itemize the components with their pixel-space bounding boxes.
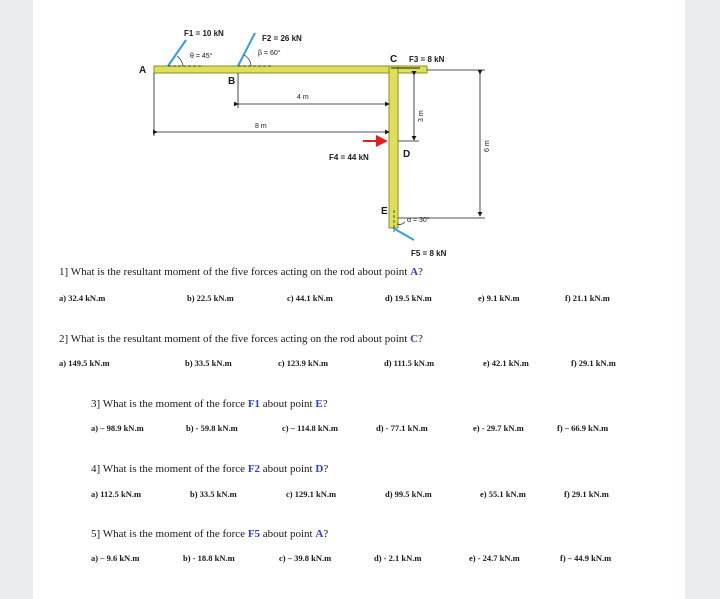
q5-option-d[interactable]: d) - 2.1 kN.m: [374, 553, 422, 563]
question-1-point: A: [410, 266, 419, 278]
q4-option-c[interactable]: c) 129.1 kN.m: [286, 489, 337, 499]
q1-option-d[interactable]: d) 19.5 kN.m: [385, 293, 432, 303]
question-3-force: F1: [247, 398, 261, 410]
question-4-force: F2: [247, 463, 261, 475]
f3-label: F3 = 8 kN: [409, 55, 445, 64]
theta-label: θ = 45°: [190, 53, 213, 60]
question-4-point: D: [315, 463, 324, 475]
question-3: [91, 398, 328, 410]
q4-option-e[interactable]: e) 55.1 kN.m: [480, 489, 526, 499]
point-b-label: B: [228, 76, 236, 87]
rod-diagram: [33, 0, 685, 260]
question-5-suffix: ?: [323, 528, 329, 540]
point-a-label: A: [139, 65, 147, 76]
question-5: [91, 528, 328, 540]
q2-option-c[interactable]: c) 123.9 kN.m: [278, 358, 329, 368]
vertical-rod: [389, 66, 398, 228]
f1-arrow: [168, 40, 186, 66]
q2-option-b[interactable]: b) 33.5 kN.m: [185, 358, 232, 368]
question-2: [59, 333, 423, 345]
horizontal-rod: [154, 66, 427, 73]
question-5-force: F5: [247, 528, 261, 540]
q1-option-a[interactable]: a) 32.4 kN.m: [59, 293, 106, 303]
point-e-label: E: [381, 206, 388, 217]
question-1-text: 1] What is the resultant moment of the five forces acting on the rod about point: [59, 266, 411, 278]
q3-option-c[interactable]: c) – 114.8 kN.m: [282, 423, 338, 433]
beta-label: β = 60°: [258, 50, 281, 57]
question-3-text: 3] What is the moment of the force: [91, 398, 248, 410]
document-page: [33, 0, 685, 599]
f2-label: F2 = 26 kN: [262, 34, 302, 43]
q4-option-d[interactable]: d) 99.5 kN.m: [385, 489, 432, 499]
dim-8m-label: 8 m: [255, 123, 267, 130]
question-5-mid: about point: [260, 528, 316, 540]
question-2-point: C: [410, 333, 419, 345]
question-1-suffix: ?: [418, 266, 423, 278]
question-4-text: 4] What is the moment of the force: [91, 463, 248, 475]
f2-angle-arc: [244, 55, 251, 66]
f5-label: F5 = 8 kN: [411, 249, 447, 258]
question-3-mid: about point: [260, 398, 316, 410]
q5-option-a[interactable]: a) – 9.6 kN.m: [91, 553, 140, 563]
q3-option-b[interactable]: b) - 59.8 kN.m: [186, 423, 238, 433]
q5-option-c[interactable]: c) – 39.8 kN.m: [279, 553, 332, 563]
question-4: [91, 463, 328, 475]
dim-6m-label: 6 m: [484, 140, 491, 152]
question-2-suffix: ?: [418, 333, 423, 345]
q4-option-b[interactable]: b) 33.5 kN.m: [190, 489, 237, 499]
q3-option-e[interactable]: e) - 29.7 kN.m: [473, 423, 524, 433]
f1-angle-arc: [177, 56, 183, 66]
question-3-suffix: ?: [322, 398, 328, 410]
q5-option-f[interactable]: f) – 44.9 kN.m: [560, 553, 612, 563]
question-4-suffix: ?: [323, 463, 329, 475]
q2-option-a[interactable]: a) 149.5 kN.m: [59, 358, 110, 368]
q5-option-e[interactable]: e) - 24.7 kN.m: [469, 553, 520, 563]
question-2-text: 2] What is the resultant moment of the five forces acting on the rod about point: [59, 333, 411, 345]
q3-option-f[interactable]: f) – 66.9 kN.m: [557, 423, 609, 433]
dim-4m-label: 4 m: [297, 94, 309, 101]
question-5-point: A: [315, 528, 324, 540]
q2-option-d[interactable]: d) 111.5 kN.m: [384, 358, 435, 368]
f5-arrow: [393, 228, 414, 240]
point-d-label: D: [403, 149, 411, 160]
q2-option-e[interactable]: e) 42.1 kN.m: [483, 358, 529, 368]
alpha-label: α = 30°: [407, 217, 430, 224]
q1-option-f[interactable]: f) 21.1 kN.m: [565, 293, 610, 303]
q5-option-b[interactable]: b) - 18.8 kN.m: [183, 553, 235, 563]
q4-option-f[interactable]: f) 29.1 kN.m: [564, 489, 609, 499]
q3-option-d[interactable]: d) - 77.1 kN.m: [376, 423, 428, 433]
question-4-mid: about point: [260, 463, 316, 475]
question-1: [59, 266, 423, 278]
f4-label: F4 = 44 kN: [329, 153, 369, 162]
dim-3m-label: 3 m: [418, 110, 425, 122]
question-5-text: 5] What is the moment of the force: [91, 528, 248, 540]
f2-arrow: [238, 33, 255, 66]
q1-option-e[interactable]: e) 9.1 kN.m: [478, 293, 520, 303]
f1-label: F1 = 10 kN: [184, 29, 224, 38]
q3-option-a[interactable]: a) – 98.9 kN.m: [91, 423, 144, 433]
q1-option-c[interactable]: c) 44.1 kN.m: [287, 293, 333, 303]
q4-option-a[interactable]: a) 112.5 kN.m: [91, 489, 142, 499]
q2-option-f[interactable]: f) 29.1 kN.m: [571, 358, 616, 368]
q1-option-b[interactable]: b) 22.5 kN.m: [187, 293, 234, 303]
point-c-label: C: [390, 54, 398, 65]
question-3-point: E: [315, 398, 323, 410]
